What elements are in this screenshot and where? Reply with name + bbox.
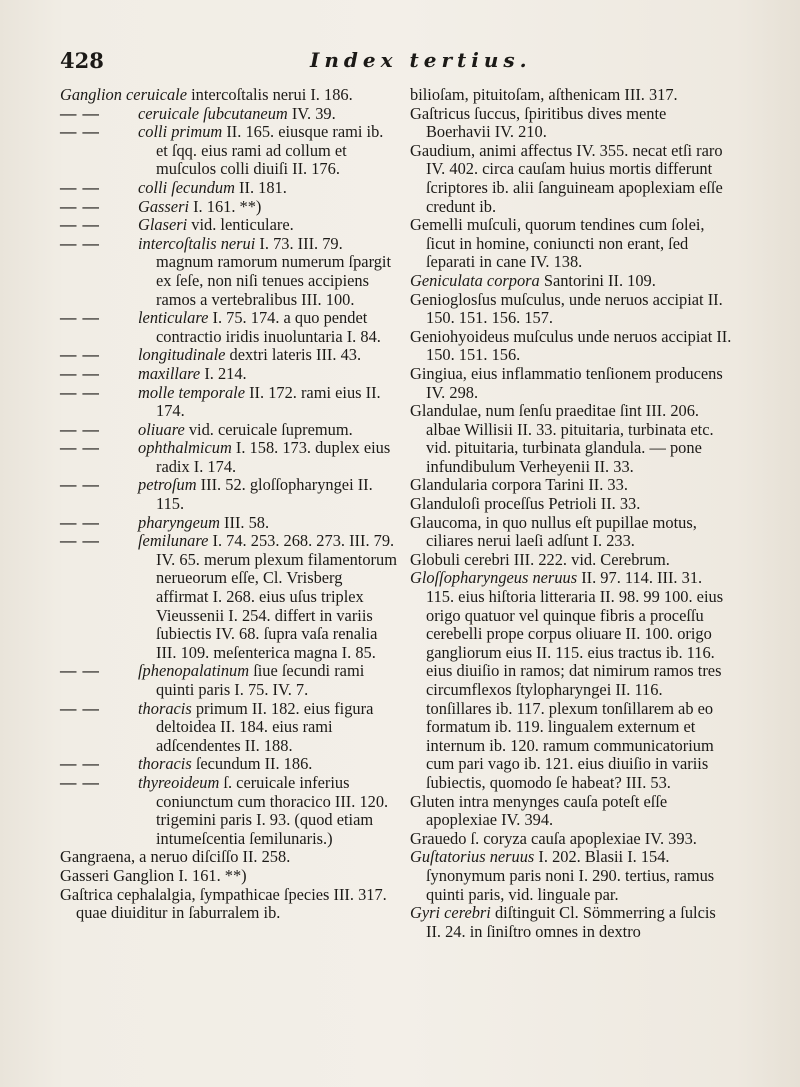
- entry-heading: lenticulare: [138, 308, 209, 328]
- index-entry: [410, 272, 732, 291]
- index-entry: [410, 514, 732, 551]
- index-entry: [410, 105, 732, 142]
- entry-text: IV. 39.: [287, 103, 336, 123]
- index-subentry: [60, 384, 398, 421]
- entry-heading: colli ſecundum: [138, 177, 235, 197]
- entry-heading: intercoſtalis nerui: [138, 233, 256, 253]
- index-entry: [410, 848, 732, 904]
- entry-heading: maxillare: [138, 363, 201, 383]
- entry-text: diſtinguit Cl. Sömmerring a ſulcis II. 24. in ſiniſtro omnes in dextro: [426, 903, 716, 941]
- index-entry: [410, 365, 732, 402]
- entry-text: Genioglosſus muſculus, unde neruos accipiat II. 150. 151. 156. 157.: [410, 289, 723, 328]
- entry-text: Gaudium, animi affectus IV. 355. necat etſi raro IV. 402. circa cauſam huius mortis differunt ſcriptores ib. alii ſanguineam apoplexiam eſſe credunt ib.: [410, 140, 723, 216]
- index-entry: [410, 328, 732, 365]
- index-entry: [60, 86, 398, 105]
- entry-text: Glaucoma, in quo nullus eſt pupillae motus, ciliares nerui laeſi adſunt I. 233.: [410, 512, 697, 551]
- index-subentry: [60, 235, 398, 309]
- entry-text: II. 172. rami eius II. 174.: [156, 382, 381, 421]
- index-entry: [410, 495, 732, 514]
- ditto-dash: — —: [60, 103, 100, 123]
- index-subentry: [60, 662, 398, 699]
- ditto-dash: — —: [60, 345, 100, 365]
- entry-text: I. 202. Blasii I. 154. ſynonymum paris noni I. 290. tertius, ramus quinti paris, vid. linguale par.: [426, 847, 715, 904]
- index-subentry: [60, 179, 398, 198]
- page-header: [60, 48, 740, 78]
- entry-text: intercoſtalis nerui I. 186.: [187, 85, 353, 104]
- entry-heading: molle temporale: [138, 382, 245, 402]
- ditto-dash: — —: [60, 382, 100, 402]
- index-entry: [410, 142, 732, 216]
- index-entry: [60, 886, 398, 923]
- index-subentry: [60, 774, 398, 848]
- entry-heading: pharyngeum: [138, 512, 220, 532]
- entry-text: dextri lateris III. 43.: [225, 345, 362, 365]
- index-subentry: [60, 476, 398, 513]
- entry-heading: Gasseri: [138, 196, 189, 216]
- entry-heading: thoracis: [138, 698, 192, 718]
- entry-text: vid. ceruicale ſupremum.: [184, 419, 353, 439]
- ditto-dash: — —: [60, 308, 100, 328]
- page-number: 428: [60, 48, 104, 73]
- index-subentry: [60, 532, 398, 662]
- entry-text: I. 214.: [200, 363, 247, 383]
- index-subentry: [60, 309, 398, 346]
- ditto-dash: — —: [60, 122, 100, 142]
- ditto-dash: — —: [60, 661, 100, 681]
- entry-heading: Gyri cerebri: [410, 903, 491, 923]
- index-subentry: [60, 439, 398, 476]
- entry-text: Glanduloſi proceſſus Petrioli II. 33.: [410, 494, 641, 514]
- entry-text: Santorini II. 109.: [539, 270, 656, 290]
- entry-heading: ceruicale ſubcutaneum: [138, 103, 288, 123]
- index-subentry: [60, 755, 398, 774]
- entry-text: Gluten intra menynges cauſa poteſt eſſe apoplexiae IV. 394.: [410, 791, 668, 830]
- entry-text: Globuli cerebri III. 222. vid. Cerebrum.: [410, 549, 670, 569]
- index-subentry: [60, 514, 398, 533]
- index-entry: [410, 476, 732, 495]
- index-subentry: [60, 700, 398, 756]
- index-entry: [410, 216, 732, 272]
- entry-text: III. 58.: [219, 512, 270, 532]
- entry-heading: petroſum: [138, 475, 197, 495]
- entry-heading: Gloſſopharyngeus neruus: [410, 568, 578, 588]
- entry-heading: Glaseri: [138, 215, 188, 235]
- index-entry: [410, 86, 732, 105]
- entry-heading: thyreoideum: [138, 772, 220, 792]
- running-head: Index tertius.: [310, 48, 532, 72]
- entry-text: Geniohyoideus muſculus unde neruos accipiat II. 150. 151. 156.: [410, 326, 732, 365]
- entry-heading: longitudinale: [138, 345, 226, 365]
- index-subentry: [60, 123, 398, 179]
- entry-heading: ophthalmicum: [138, 438, 232, 458]
- entry-text: I. 158. 173. duplex eius radix I. 174.: [156, 438, 391, 476]
- ditto-dash: — —: [60, 215, 100, 235]
- entry-text: I. 75. 174. a quo pendet contractio iridis inuoluntaria I. 84.: [156, 308, 381, 346]
- entry-text: II. 181.: [234, 177, 287, 197]
- ditto-dash: — —: [60, 698, 100, 718]
- entry-text: Gingiua, eius inflammatio tenſionem producens IV. 298.: [410, 363, 723, 402]
- entry-text: vid. lenticulare.: [187, 215, 294, 235]
- index-entry: [410, 569, 732, 792]
- entry-text: I. 161. **): [189, 196, 262, 216]
- entry-heading: oliuare: [138, 419, 185, 439]
- index-subentry: [60, 105, 398, 124]
- right-column: [410, 86, 732, 941]
- entry-heading: ſphenopalatinum: [138, 661, 250, 681]
- entry-text: II. 165. eiusque rami ib. et ſqq. eius rami ad collum et muſculos colli diuiſi II. 176.: [156, 122, 384, 179]
- entry-heading: thoracis: [138, 754, 192, 774]
- entry-text: ſiue ſecundi rami quinti paris I. 75. IV. 7.: [156, 661, 365, 699]
- ditto-dash: — —: [60, 363, 100, 383]
- ditto-dash: — —: [60, 233, 100, 253]
- index-entry: [410, 402, 732, 476]
- index-subentry: [60, 346, 398, 365]
- entry-text: I. 73. III. 79. magnum ramorum numerum ſpargit ex ſeſe, non niſi tenues accipiens ramos a vertebralibus III. 100.: [156, 233, 392, 309]
- entry-text: I. 74. 253. 268. 273. III. 79. IV. 65. merum plexum filamentorum nerueorum eſſe, Cl. Vrisberg affirmat I. 268. eius uſus triplex Vieussenii I. 254. differt in variis ſubiectis IV. 68. ſupra vaſa renalia III. 109. meſenterica magna I. 85.: [156, 531, 397, 662]
- ditto-dash: — —: [60, 419, 100, 439]
- ditto-dash: — —: [60, 177, 100, 197]
- entry-text: bilioſam, pituitoſam, aſthenicam III. 317.: [410, 85, 678, 104]
- entry-text: Glandularia corpora Tarini II. 33.: [410, 475, 628, 495]
- left-column: [60, 86, 398, 923]
- index-entry: [60, 867, 398, 886]
- entry-text: Glandulae, num ſenſu praeditae ſint III. 206. albae Willisii II. 33. pituitaria, turbinata etc. vid. pituitaria, turbinata glandula. — pone infundibulum Verheyenii II. 33.: [410, 401, 714, 476]
- entry-text: Gasseri Ganglion I. 161. **): [60, 865, 247, 885]
- entry-heading: colli primum: [138, 122, 223, 142]
- entry-text: Gangraena, a neruo diſciſſo II. 258.: [60, 847, 291, 867]
- index-subentry: [60, 365, 398, 384]
- index-subentry: [60, 198, 398, 217]
- entry-heading: Ganglion ceruicale: [60, 85, 187, 104]
- ditto-dash: — —: [60, 512, 100, 532]
- index-entry: [410, 551, 732, 570]
- entry-heading: Guſtatorius neruus: [410, 847, 535, 867]
- index-entry: [410, 291, 732, 328]
- ditto-dash: — —: [60, 531, 100, 551]
- index-entry: [410, 793, 732, 830]
- entry-text: primum II. 182. eius figura deltoidea II. 184. eius rami adſcendentes II. 188.: [156, 698, 374, 755]
- ditto-dash: — —: [60, 438, 100, 458]
- index-subentry: [60, 216, 398, 235]
- entry-text: Gaſtrica cephalalgia, ſympathicae ſpecies III. 317. quae diuiditur in ſaburralem ib.: [60, 884, 387, 923]
- ditto-dash: — —: [60, 196, 100, 216]
- index-entry: [410, 904, 732, 941]
- ditto-dash: — —: [60, 754, 100, 774]
- entry-text: ſ. ceruicale inferius coniunctum cum thoracico III. 120. trigemini paris I. 93. (quod etiam intumeſcentia ſemilunaris.): [156, 772, 389, 848]
- entry-heading: ſemilunare: [138, 531, 209, 551]
- entry-text: Gemelli muſculi, quorum tendines cum ſolei, ſicut in homine, coniuncti non erant, ſed ſeparati in cane IV. 138.: [410, 215, 705, 272]
- entry-text: Gaſtricus ſuccus, ſpiritibus dives mente Boerhavii IV. 210.: [410, 103, 667, 142]
- ditto-dash: — —: [60, 475, 100, 495]
- index-entry: [60, 848, 398, 867]
- ditto-dash: — —: [60, 772, 100, 792]
- entry-text: ſecundum II. 186.: [191, 754, 313, 774]
- entry-text: III. 52. gloſſopharyngei II. 115.: [156, 475, 373, 514]
- index-subentry: [60, 421, 398, 440]
- entry-heading: Geniculata corpora: [410, 270, 540, 290]
- entry-text: Grauedo ſ. coryza cauſa apoplexiae IV. 393.: [410, 828, 697, 848]
- index-entry: [410, 830, 732, 849]
- entry-text: II. 97. 114. III. 31. 115. eius hiſtoria litteraria II. 98. 99 100. eius origo quatuor vel quinque fibris a proceſſu cerebelli prope corpus oliuare II. 100. origo gangliorum eius II. 115. eius tractus ib. 116. eius diuiſio in ramos; dat nimirum ramos tres circumflexos ſtylopharyngei II. 116. tonſillares ib. 117. plexum tonſillarem ab eo formatum ib. 119. lingualem externum et internum ib. 120. ramum communicatorium cum pari vago ib. 121. eius diuiſio in variis ſubiectis, quomodo ſe habeat? III. 53.: [426, 568, 724, 792]
